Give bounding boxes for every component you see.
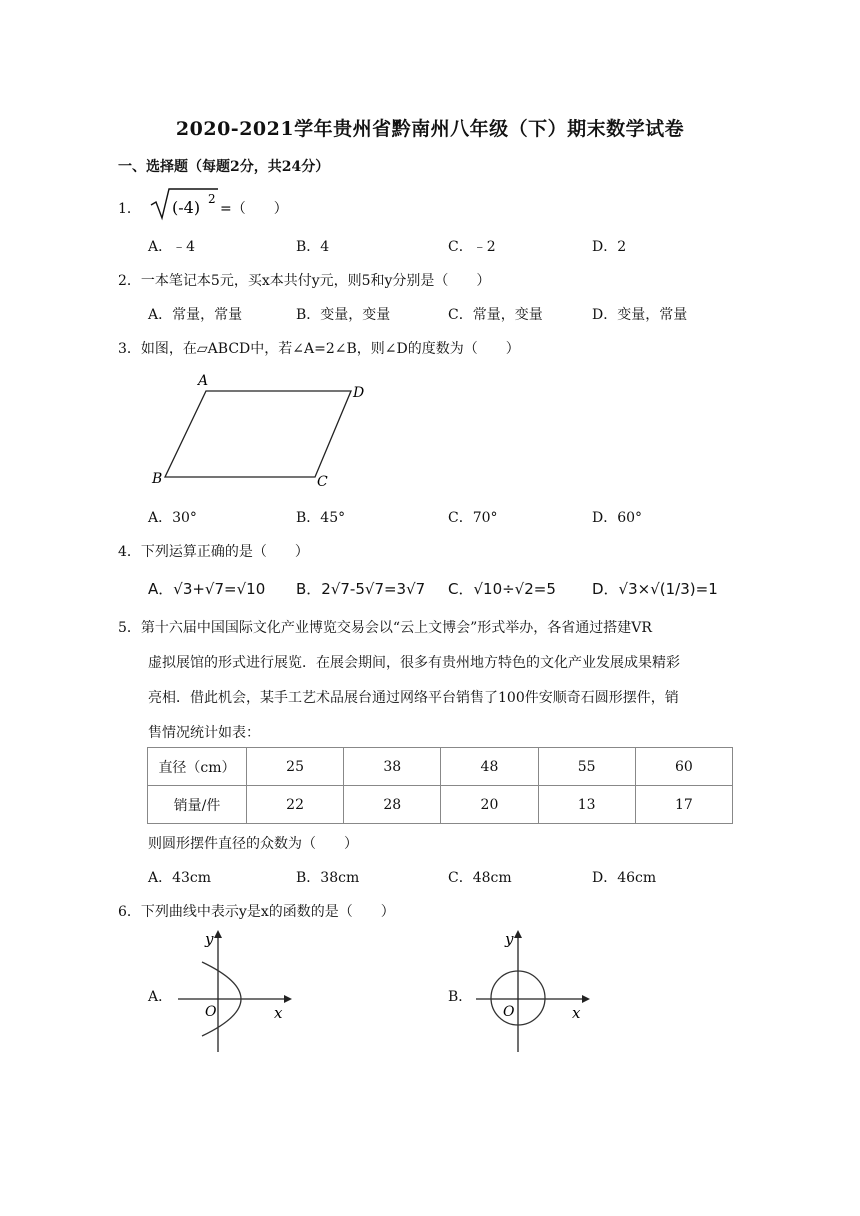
table-cell: 20 — [441, 786, 538, 824]
y-axis-label: y — [205, 930, 214, 948]
q2-option-a[interactable]: A．常量，常量 — [148, 307, 243, 323]
table-header-sales: 销量/件 — [148, 786, 247, 824]
q2-option-c[interactable]: C．常量，变量 — [448, 307, 543, 323]
table-cell: 48 — [441, 748, 538, 786]
table-cell: 60 — [635, 748, 732, 786]
origin-label: O — [205, 1004, 217, 1020]
q1-option-d[interactable]: D．2 — [592, 239, 627, 255]
table-cell: 22 — [247, 786, 344, 824]
q1-option-b[interactable]: B．4 — [296, 239, 330, 255]
vertex-a: A — [198, 373, 209, 389]
origin-label: O — [503, 1004, 515, 1020]
question-6: 6．下列曲线中表示y是x的函数的是（ ） — [118, 904, 395, 920]
table-cell: 28 — [344, 786, 441, 824]
table-row — [148, 748, 733, 786]
q6-option-b[interactable]: B． — [448, 989, 473, 1005]
table-cell: 25 — [247, 748, 344, 786]
q4-option-a[interactable]: A．√3+√7=√10 — [148, 580, 266, 598]
table-cell: 55 — [538, 748, 635, 786]
q4-option-c[interactable]: C．√10÷√2=5 — [448, 580, 556, 598]
q5-option-d[interactable]: D．46cm — [592, 870, 657, 886]
vertex-d: D — [353, 385, 365, 401]
question-2: 2．一本笔记本5元，买x本共付y元，则5和y分别是（ ） — [118, 273, 491, 289]
question-3: 3．如图，在▱ABCD中，若∠A=2∠B，则∠D的度数为（ ） — [118, 341, 520, 357]
question-5-line-2: 虚拟展馆的形式进行展览．在展会期间，很多有贵州地方特色的文化产业发展成果精彩 — [148, 655, 680, 671]
q4-option-d[interactable]: D．√3×√(1/3)=1 — [592, 580, 718, 598]
vertex-b: B — [152, 471, 163, 487]
question-1 — [118, 198, 141, 218]
q3-option-b[interactable]: B．45° — [296, 510, 346, 526]
question-4: 4．下列运算正确的是（ ） — [118, 544, 309, 560]
q5-option-c[interactable]: C．48cm — [448, 870, 512, 886]
q3-option-c[interactable]: C．70° — [448, 510, 498, 526]
parallelogram-figure — [148, 370, 378, 495]
table-row — [148, 786, 733, 824]
q5-option-b[interactable]: B．38cm — [296, 870, 360, 886]
vertex-c: C — [317, 474, 328, 490]
q6-option-a[interactable]: A． — [148, 989, 173, 1005]
q3-option-a[interactable]: A．30° — [148, 510, 197, 526]
question-5-line-3: 亮相．借此机会，某手工艺术品展台通过网络平台销售了100件安顺奇石圆形摆件，销 — [148, 690, 679, 706]
x-axis-label: x — [572, 1004, 581, 1022]
question-number: 1． — [118, 201, 141, 217]
exponent: 2 — [208, 192, 216, 206]
equals-paren: =（ ） — [220, 201, 288, 217]
q1-option-c[interactable]: C．﹣2 — [448, 239, 496, 255]
question-5-line-4: 售情况统计如表： — [148, 725, 260, 741]
q2-option-b[interactable]: B．变量，变量 — [296, 307, 391, 323]
sales-table — [147, 747, 733, 824]
q1-option-a[interactable]: A．﹣4 — [148, 239, 196, 255]
table-cell: 17 — [635, 786, 732, 824]
section-heading: 一、选择题（每题2分，共24分） — [118, 159, 330, 175]
x-axis-label: x — [274, 1004, 283, 1022]
q5-option-a[interactable]: A．43cm — [148, 870, 212, 886]
radicand: (-4) — [172, 198, 201, 217]
table-cell: 13 — [538, 786, 635, 824]
q4-option-b[interactable]: B．2√7-5√7=3√7 — [296, 580, 426, 598]
y-axis-label: y — [505, 930, 514, 948]
q2-option-d[interactable]: D．变量，常量 — [592, 307, 688, 323]
sqrt-expression — [148, 186, 318, 222]
question-5-prompt: 则圆形摆件直径的众数为（ ） — [148, 836, 358, 852]
page-title: 2020-2021学年贵州省黔南州八年级（下）期末数学试卷 — [175, 118, 685, 140]
q6-graph-a — [172, 926, 292, 1056]
question-5-line-1: 5．第十六届中国国际文化产业博览交易会以“云上文博会”形式举办，各省通过搭建VR — [118, 620, 652, 636]
table-header-diameter: 直径（cm） — [148, 748, 247, 786]
parallelogram-abcd — [165, 391, 351, 477]
q3-option-d[interactable]: D．60° — [592, 510, 643, 526]
q6-graph-b — [470, 926, 590, 1056]
table-cell: 38 — [344, 748, 441, 786]
